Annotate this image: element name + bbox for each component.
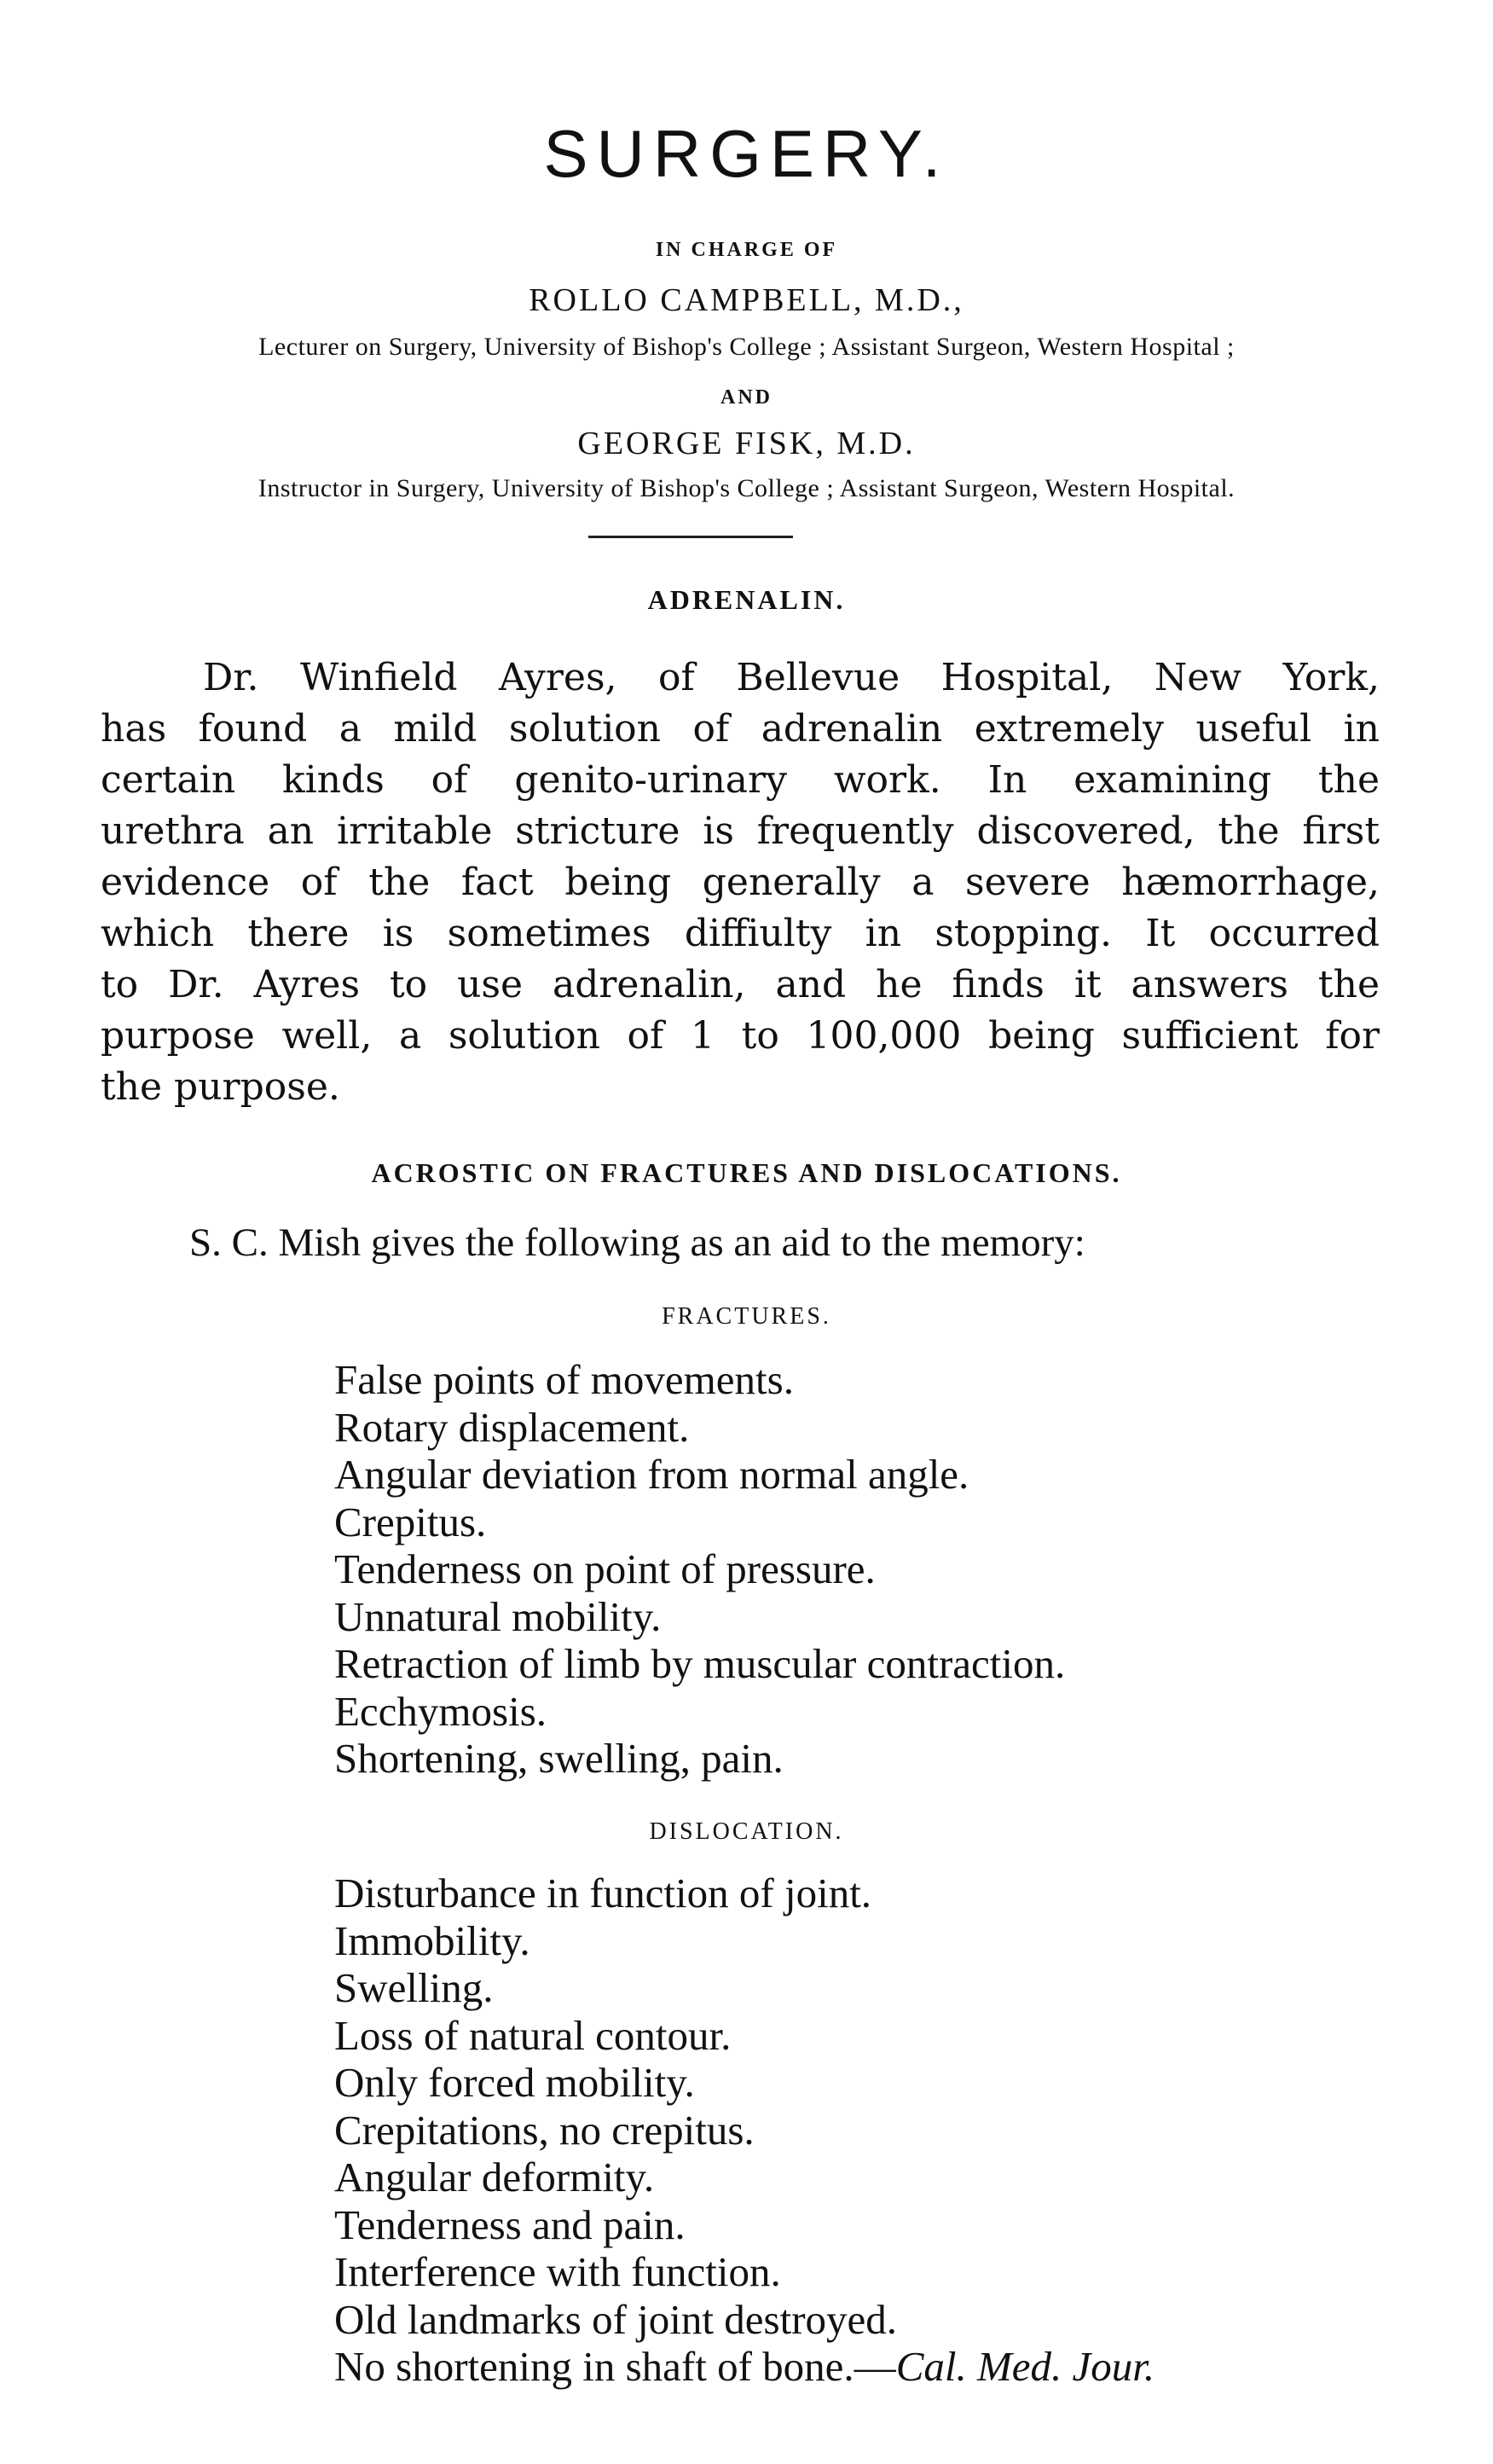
paragraph-line: to Dr. Ayres to use adrenalin, and he finds it answers the bbox=[101, 963, 1380, 1006]
list-item: Immobility. bbox=[334, 1916, 530, 1964]
dislocation-list bbox=[334, 1870, 1400, 2391]
list-item: Only forced mobility. bbox=[334, 2059, 695, 2106]
list-item: Rotary displacement. bbox=[334, 1403, 690, 1451]
list-item: Disturbance in function of joint. bbox=[334, 1870, 872, 1916]
list-item: Old landmarks of joint destroyed. bbox=[334, 2295, 898, 2343]
list-item: Tenderness on point of pressure. bbox=[334, 1545, 876, 1592]
acrostic-heading: ACROSTIC ON FRACTURES AND DISLOCATIONS. bbox=[371, 1157, 1122, 1188]
list-item: Angular deformity. bbox=[334, 2154, 655, 2200]
list-item: Crepitations, no crepitus. bbox=[334, 2106, 755, 2154]
list-item-text: No shortening in shaft of bone. bbox=[334, 2343, 854, 2390]
editor-2-affiliation: Instructor in Surgery, University of Bishop's College ; Assistant Surgeon, Western Hospital. bbox=[258, 474, 1235, 502]
adrenalin-heading: ADRENALIN. bbox=[647, 584, 846, 615]
paragraph-line: which there is sometimes diffiulty in stopping. It occurred bbox=[101, 912, 1380, 955]
list-item: Crepitus. bbox=[334, 1498, 487, 1545]
paragraph-line: evidence of the fact being generally a severe hæmorrhage, bbox=[101, 861, 1380, 904]
paragraph-line: urethra an irritable stricture is frequently discovered, the first bbox=[101, 809, 1380, 853]
list-item: Shortening, swelling, pain. bbox=[334, 1735, 784, 1782]
divider-rule bbox=[588, 536, 793, 538]
paragraph-line: has found a mild solution of adrenalin extremely useful in bbox=[101, 707, 1380, 751]
dislocation-subheading: DISLOCATION. bbox=[649, 1818, 844, 1845]
list-item: Tenderness and pain. bbox=[334, 2200, 686, 2248]
list-item: Interference with function. bbox=[334, 2248, 781, 2295]
list-item: Unnatural mobility. bbox=[334, 1592, 662, 1640]
fractures-list bbox=[334, 1356, 1400, 1783]
list-item: Loss of natural contour. bbox=[334, 2011, 732, 2059]
list-item-last bbox=[334, 2343, 1400, 2391]
fractures-subheading: FRACTURES. bbox=[662, 1303, 831, 1330]
adrenalin-paragraph bbox=[101, 652, 1380, 1113]
section-title: SURGERY. bbox=[543, 116, 950, 191]
in-charge-label: IN CHARGE OF bbox=[655, 239, 838, 261]
editor-2-name: GEORGE FISK, M.D. bbox=[577, 426, 916, 461]
editor-1-name: ROLLO CAMPBELL, M.D., bbox=[529, 282, 964, 318]
list-item: Retraction of limb by muscular contraction. bbox=[334, 1640, 1066, 1687]
source-citation: Cal. Med. Jour. bbox=[895, 2343, 1155, 2390]
acrostic-intro: S. C. Mish gives the following as an aid to the memory: bbox=[189, 1220, 1085, 1265]
list-item: Ecchymosis. bbox=[334, 1687, 547, 1735]
paragraph-line: certain kinds of genito-urinary work. In examining the bbox=[101, 758, 1380, 802]
paragraph-line: the purpose. bbox=[101, 1065, 340, 1109]
list-item: Swelling. bbox=[334, 1964, 494, 2011]
list-item: Angular deviation from normal angle. bbox=[334, 1451, 969, 1498]
paragraph-line: purpose well, a solution of 1 to 100,000 being sufficient for bbox=[101, 1014, 1380, 1058]
list-item: False points of movements. bbox=[334, 1356, 794, 1403]
source-dash: — bbox=[854, 2343, 896, 2390]
paragraph-line: Dr. Winfield Ayres, of Bellevue Hospital, New York, bbox=[203, 656, 1380, 699]
editor-1-affiliation: Lecturer on Surgery, University of Bishop's College ; Assistant Surgeon, Western Hospital ; bbox=[258, 333, 1235, 361]
and-label: AND bbox=[720, 386, 773, 409]
